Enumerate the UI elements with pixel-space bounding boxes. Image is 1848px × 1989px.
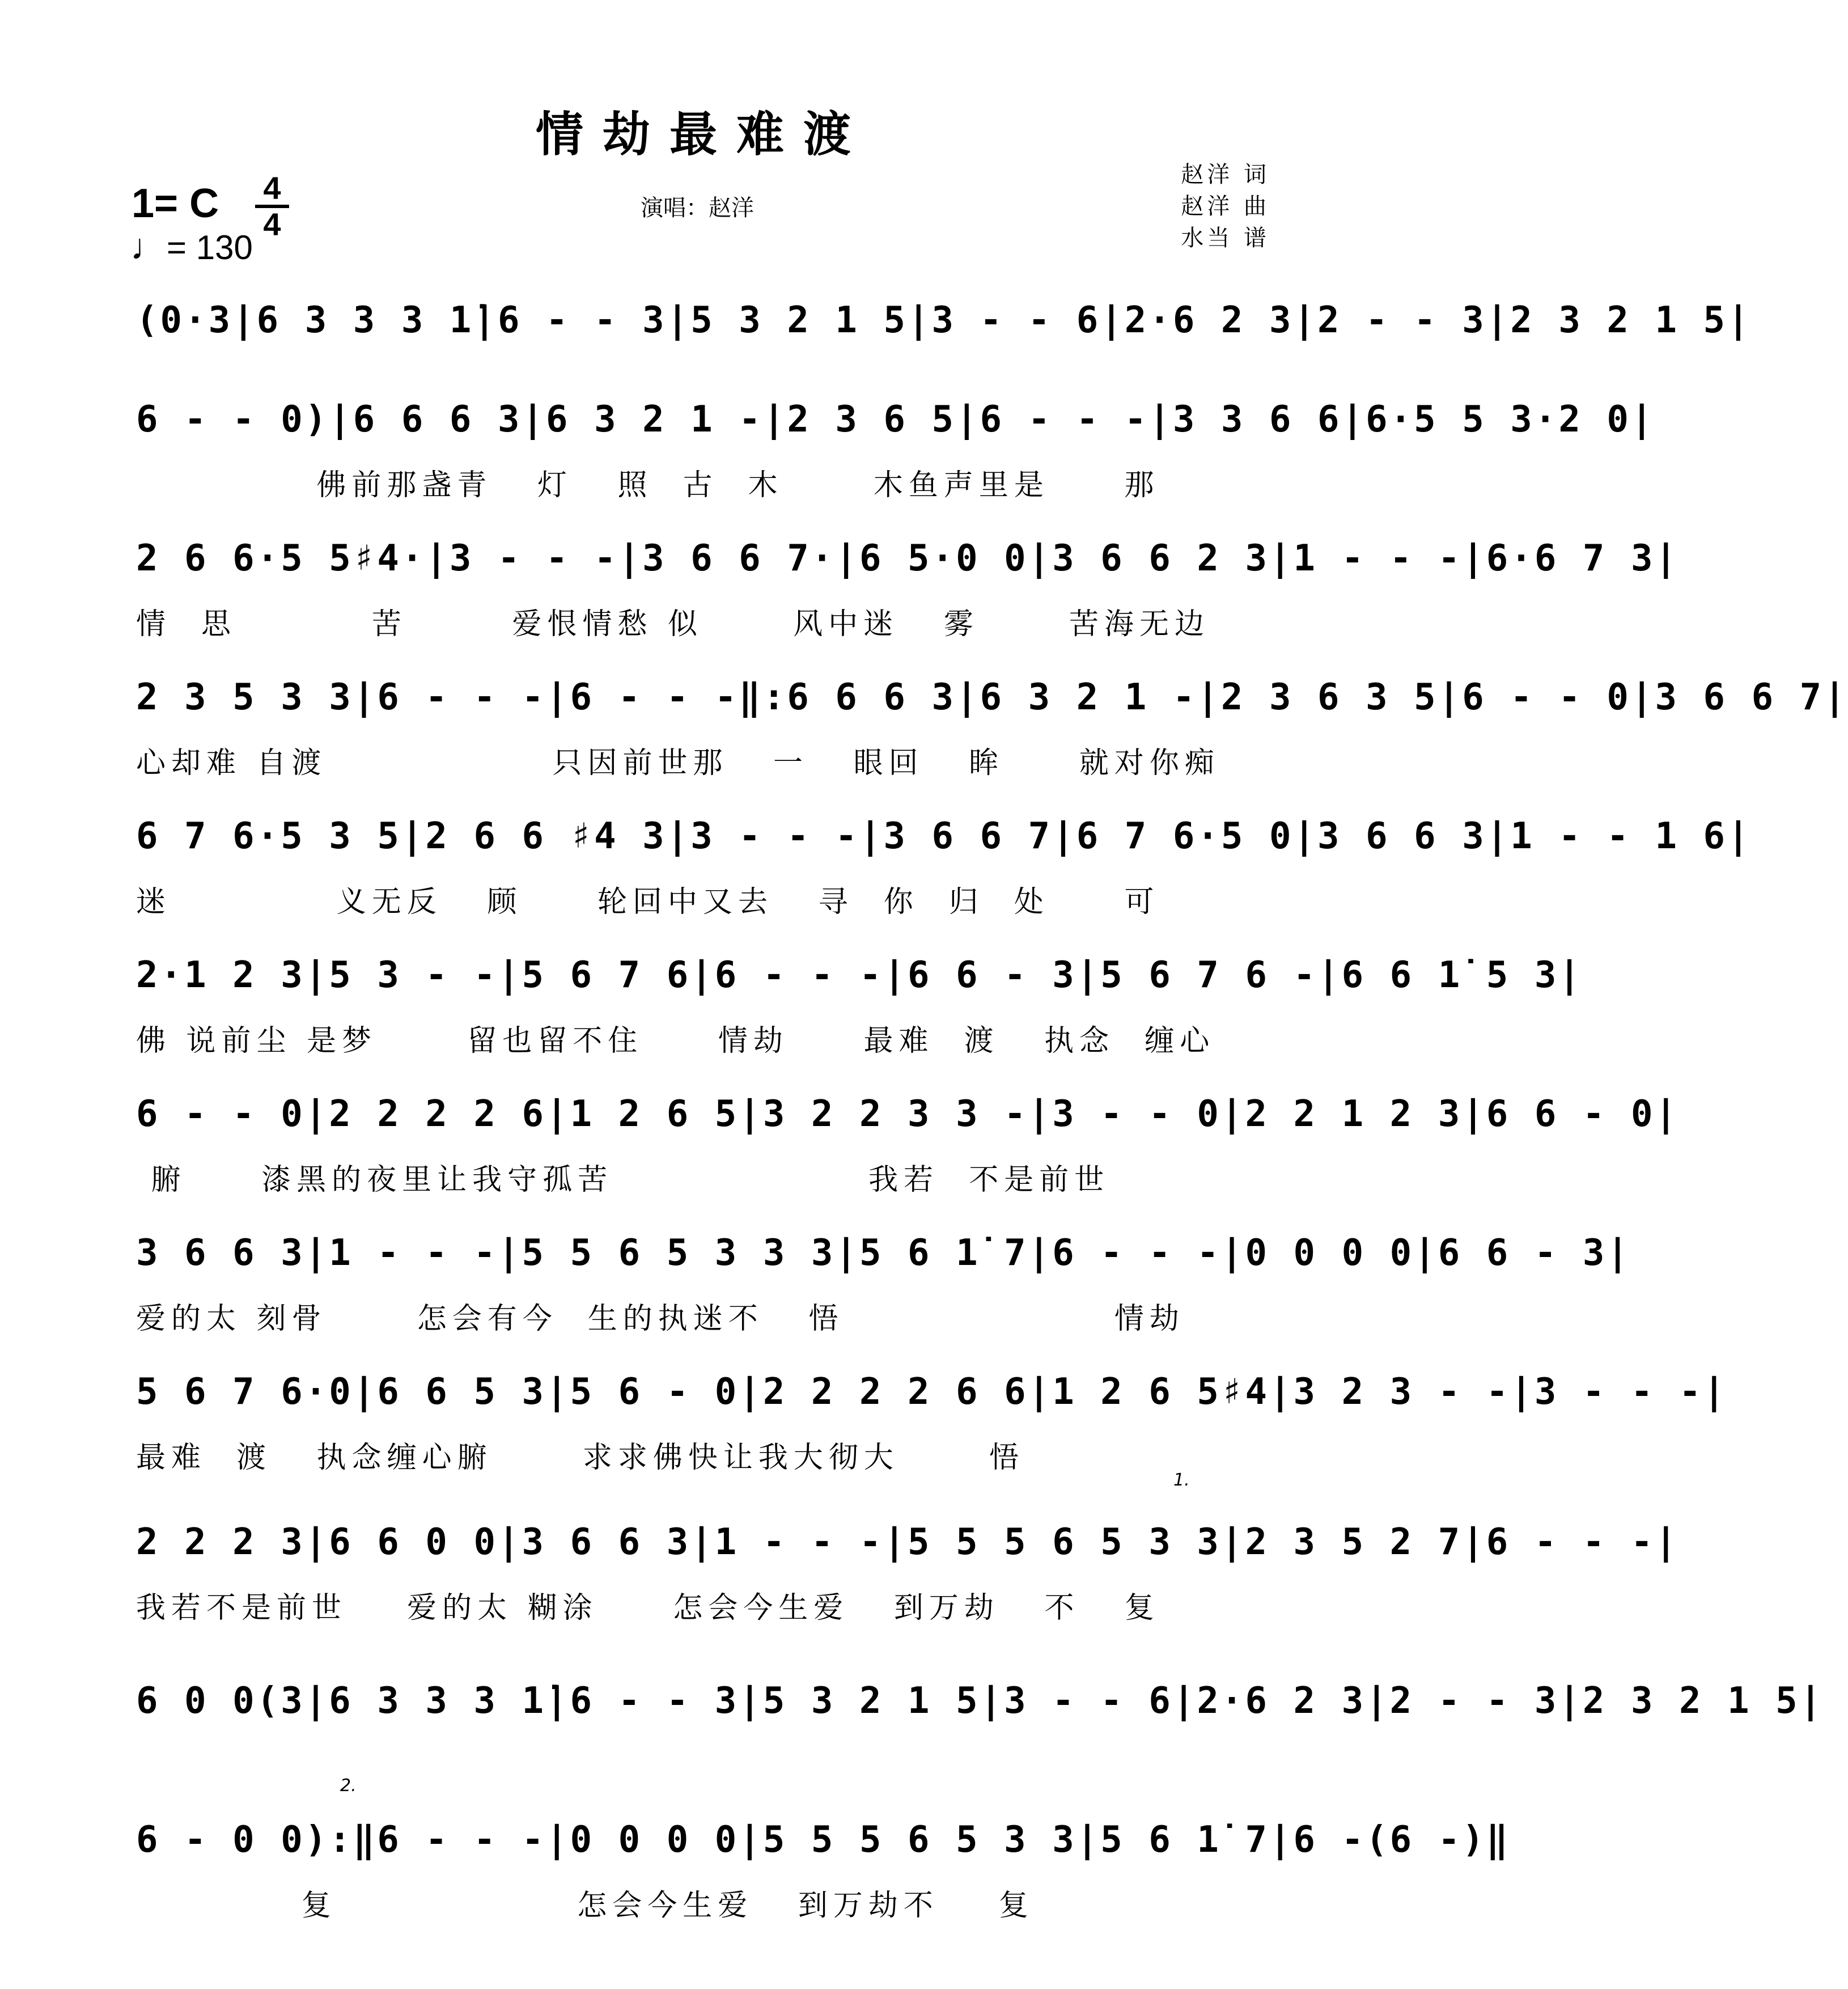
lyrics-line: 佛 说前尘 是梦 留也留不住 情劫 最难 渡 执念 缠心 [136,1024,1215,1058]
tempo-marking [130,226,253,268]
quarter-note-icon: ♩ [130,226,167,267]
notation-line: 2 2 2 3|6 6 0 0|3 6 6 3|1 - - -|5 5 5 6 5 3 3|2 3 5 2 7|6 - - -| [136,1521,1679,1563]
lyrics-line: 最难 渡 执念缠心腑 求求佛快让我大彻大 悟 [136,1441,1024,1475]
time-signature-denominator: 4 [263,206,281,242]
lyrics-line: 佛前那盏青 灯 照 古 木 木鱼声里是 那 [136,468,1160,502]
first-ending-marker: 1. [1173,1470,1190,1490]
notation-line: 2·1 2 3|5 3 - -|5 6 7 6|6 - - -|6 6 - 3|5 6 7 6 -|6 6 1̇ 5 3| [136,954,1583,996]
notation-line: 5 6 7 6·0|6 6 5 3|5 6 - 0|2 2 2 2 6 6|1 2 6 5♯4|3 2 3 - -|3 - - -| [136,1371,1728,1413]
lyrics-line: 心却难 自渡 只因前世那 一 眼回 眸 就对你痴 [136,746,1220,780]
tempo-value: = 130 [167,228,253,266]
time-signature [255,170,289,242]
page-title: 情劫最难渡 [535,107,870,162]
time-signature-numerator: 4 [263,170,281,206]
notation-line: 2 6 6·5 5♯4·|3 - - -|3 6 6 7·|6 5·0 0|3 6 6 2 3|1 - - -|6·6 7 3| [136,538,1679,579]
notation-line: 6 7 6·5 3 5|2 6 6 ♯4 3|3 - - -|3 6 6 7|6 7 6·5 0|3 6 6 3|1 - - 1 6| [136,815,1752,857]
lyrics-line: 复 怎会今生爱 到万劫不 复 [136,1889,1034,1923]
notation-line: 6 - 0 0):‖6 - - -|0 0 0 0|5 5 5 6 5 3 3|5 6 1̇ 7|6 -(6 -)‖ [136,1819,1511,1861]
notation-line: 3 6 6 3|1 - - -|5 5 6 5 3 3 3|5 6 1̇ 7|6 - - -|0 0 0 0|6 6 - 3| [136,1232,1631,1274]
lyrics-line: 情 思 苦 爱恨情愁 似 风中迷 雾 苦海无边 [136,607,1210,641]
notation-line: 6 - - 0)|6 6 6 3|6 3 2 1 -|2 3 6 5|6 - - -|3 3 6 6|6·5 5 3·2 0| [136,399,1655,441]
key-signature: 1= C [132,181,219,226]
lyrics-line: 腑 漆黑的夜里让我守孤苦 我若 不是前世 [136,1163,1110,1197]
lyrics-line: 我若不是前世 爱的太 糊涂 怎会今生爱 到万劫 不 复 [136,1591,1160,1625]
second-ending-marker: 2. [340,1776,357,1796]
transcriber-credit: 水当 谱 [1181,225,1270,251]
notation-line: 6 0 0(3|6 3 3 3 1̇|6 - - 3|5 3 2 1 5|3 - - 6|2·6 2 3|2 - - 3|2 3 2 1 5| [136,1680,1824,1722]
notation-line: (0·3|6 3 3 3 1̇|6 - - 3|5 3 2 1 5|3 - - 6|2·6 2 3|2 - - 3|2 3 2 1 5| [136,299,1752,341]
notation-line: 2 3 5 3 3|6 - - -|6 - - -‖:6 6 6 3|6 3 2 1 -|2 3 6 3 5|6 - - 0|3 6 6 7| [136,676,1848,718]
notation-line: 6 - - 0|2 2 2 2 6|1 2 6 5|3 2 2 3 3 -|3 - - 0|2 2 1 2 3|6 6 - 0| [136,1093,1679,1135]
lyrics-line: 爱的太 刻骨 怎会有今 生的执迷不 悟 情劫 [136,1302,1185,1336]
lyricist-credit: 赵洋 词 [1181,162,1270,188]
lyrics-line: 迷 义无反 顾 轮回中又去 寻 你 归 处 可 [136,885,1160,919]
credits [1181,159,1270,254]
composer-credit: 赵洋 曲 [1181,193,1270,219]
singer-credit: 演唱：赵洋 [641,195,754,221]
